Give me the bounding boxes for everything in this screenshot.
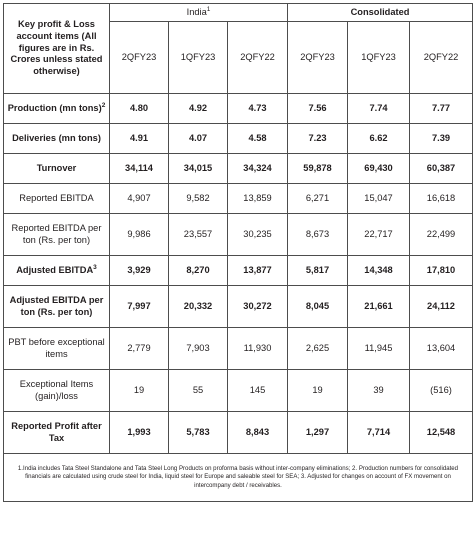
table-cell: 14,348 [348,256,410,286]
row-label [4,370,110,412]
table-cell: 59,878 [288,154,348,184]
table-cell: 16,618 [410,184,473,214]
table-cell: 2,779 [110,328,169,370]
table-cell: 30,272 [228,286,288,328]
row-label [4,328,110,370]
row-label-text: Reported EBITDA per ton (Rs. per ton) [11,222,102,245]
row-label-text: Turnover [36,162,77,173]
row-label-text: Reported Profit after Tax [11,420,102,443]
period-header: 2QFY22 [410,22,473,94]
table-cell: 11,930 [228,328,288,370]
row-label [4,412,110,454]
table-cell: 6,271 [288,184,348,214]
table-cell: 4,907 [110,184,169,214]
row-label [4,124,110,154]
table-cell: 69,430 [348,154,410,184]
table-cell: 11,945 [348,328,410,370]
table-cell: 34,114 [110,154,169,184]
group-header-india [110,4,288,22]
table-cell: 13,859 [228,184,288,214]
row-label-text: Exceptional Items (gain)/loss [19,378,94,401]
table-cell: 4.73 [228,94,288,124]
table-cell: 23,557 [169,214,228,256]
table-cell: 8,843 [228,412,288,454]
table-row [4,184,473,214]
table-cell: 6.62 [348,124,410,154]
row-label-text: PBT before exceptional items [8,336,105,359]
row-label-text: Deliveries (mn tons) [12,132,101,143]
row-label [4,184,110,214]
table-cell: 39 [348,370,410,412]
table-cell: 22,717 [348,214,410,256]
table-row [4,328,473,370]
table-cell: 22,499 [410,214,473,256]
table-cell: 8,673 [288,214,348,256]
table-cell: 1,297 [288,412,348,454]
table-cell: 24,112 [410,286,473,328]
row-label-footnote-mark: 3 [93,263,97,271]
table-cell: 9,986 [110,214,169,256]
table-cell: 4.92 [169,94,228,124]
table-row [4,256,473,286]
table-cell: 8,045 [288,286,348,328]
table-cell: 7.39 [410,124,473,154]
row-label-text: Adjusted EBITDA per ton (Rs. per ton) [9,294,104,317]
table-cell: 19 [288,370,348,412]
row-label [4,286,110,328]
period-header: 2QFY23 [288,22,348,94]
table-cell: 17,810 [410,256,473,286]
table-cell: 7.23 [288,124,348,154]
table-cell: 7.74 [348,94,410,124]
table-cell: 5,817 [288,256,348,286]
table-cell: 19 [110,370,169,412]
table-cell: 3,929 [110,256,169,286]
table-row [4,94,473,124]
table-row [4,370,473,412]
table-cell: 9,582 [169,184,228,214]
table-cell: 7,997 [110,286,169,328]
table-cell: 60,387 [410,154,473,184]
table-cell: 30,235 [228,214,288,256]
row-label [4,214,110,256]
table-cell: 4.91 [110,124,169,154]
table-cell: 1,993 [110,412,169,454]
table-row [4,286,473,328]
footnote-row [4,454,473,502]
table-cell: 7,714 [348,412,410,454]
period-header: 2QFY23 [110,22,169,94]
table-row [4,214,473,256]
table-cell: 4.58 [228,124,288,154]
row-label [4,256,110,286]
table-cell: 5,783 [169,412,228,454]
table-cell: 7.77 [410,94,473,124]
financial-table-container [3,3,472,502]
table-cell: 13,604 [410,328,473,370]
group-header-row [4,4,473,22]
table-cell: 7.56 [288,94,348,124]
group-india-label: India [186,6,207,17]
footnote: 1.India includes Tata Steel Standalone and Tata Steel Long Products on proforma basis without inter-company eliminations; 2. Production numbers for consolidated financials are calculated using crude steel for India, liquid steel for Europe and saleable steel for SEA; 3. Adjusted for changes on account of FX movement on intercompany debt / receivables. [4,454,473,502]
table-cell: 145 [228,370,288,412]
table-cell: 20,332 [169,286,228,328]
table-cell: 34,015 [169,154,228,184]
table-cell: 8,270 [169,256,228,286]
group-header-consolidated: Consolidated [288,4,473,22]
table-row [4,124,473,154]
table-cell: (516) [410,370,473,412]
table-cell: 4.80 [110,94,169,124]
period-header: 1QFY23 [348,22,410,94]
group-india-footnote-mark: 1 [206,5,211,13]
period-header: 2QFY22 [228,22,288,94]
table-header-label: Key profit & Loss account items (All figures are in Rs. Crores unless stated otherwise) [4,4,110,94]
table-cell: 55 [169,370,228,412]
row-label-text: Production (mn tons) [7,102,102,113]
table-cell: 7,903 [169,328,228,370]
profit-loss-table [3,3,473,502]
row-label-text: Adjusted EBITDA [16,264,94,275]
row-label [4,154,110,184]
table-row [4,412,473,454]
table-cell: 15,047 [348,184,410,214]
table-cell: 34,324 [228,154,288,184]
row-label-text: Reported EBITDA [19,192,94,203]
row-label [4,94,110,124]
table-cell: 12,548 [410,412,473,454]
table-cell: 13,877 [228,256,288,286]
table-cell: 2,625 [288,328,348,370]
table-cell: 21,661 [348,286,410,328]
row-label-footnote-mark: 2 [101,101,106,109]
period-header: 1QFY23 [169,22,228,94]
table-row [4,154,473,184]
table-cell: 4.07 [169,124,228,154]
